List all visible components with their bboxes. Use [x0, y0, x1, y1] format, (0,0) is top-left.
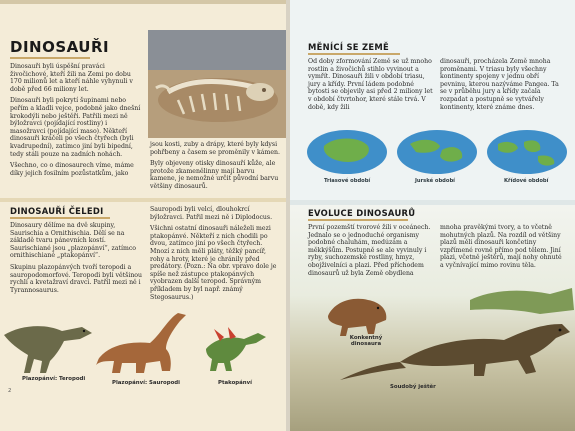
globe-jurassic: [397, 130, 477, 174]
intro-paragraph-2: Dinosauři byli pokrytí šupinami nebo peřím a kladli vejce, podobně jako dnešní krokodýli nebo ještěři. Patřili mezi ně býložravci (pojídající rostliny) i masožravci (pojídající maso). Někteří dinosauři kráčeli po všech čtyřech (byli kvadrupední), zatímco jiní byli bipední, tedy stáli pouze na zadních nohách.: [10, 97, 141, 158]
section-underline: [308, 219, 408, 221]
section-divider: [0, 198, 286, 202]
intro-column: [10, 63, 144, 181]
sauropod-illustration: [96, 313, 186, 373]
title-underline: [10, 57, 90, 59]
caption-sauropod: Plazopánví: Sauropodi: [112, 380, 180, 386]
label-cretaceous: Křídové období: [504, 178, 549, 184]
ornithischian-illustration: [206, 327, 266, 371]
evolution-column-1: První pozemští tvorové žili v oceánech. Jednalo se o jednoduché organismy podobné chaluhám, medúzám a měkkýšům. Postupně se ale vyvinuly i ryby, suchozemské rostliny, hmyz, obojživelníci a plazi. Před příchodem dinosaurů už byla Země obydlena: [308, 224, 431, 277]
earth-column-1: Od doby zformování Země se už mnoho rostlin a živočichů stihlo vyvinout a vymřít. Dinosauři žili v období triasu, jury a křídy. První ládem podobné bytosti se objevily asi před 2 miliony let v období čtvrtohor, které stále trvá. V době, kdy žili: [308, 58, 433, 111]
caption-cynodont: Konkentný dinosaura: [349, 335, 383, 347]
theropod-illustration: [4, 326, 92, 373]
families-paragraph-4: Všichni ostatní dinosauři náleželi mezi ptakopánvé. Někteří z nich chodili po dvou, zatímco jiní po všech čtyřech. Mnozí z nich měli pláty, těžký pancíř, rohy a hroty, které je chránily před predátory. (Pozn.: Na obr. vpravo dole je spíše než zástupce ptakopánvých vyobrazen další teropod. Správným příkladem by byl např. známý Stegosaurus.): [150, 225, 277, 301]
left-page: [0, 0, 286, 431]
intro-column-2: [150, 141, 282, 195]
page-title: DINOSAUŘI: [10, 38, 110, 56]
families-paragraph-3: Sauropodi byli velcí, dlouhokrcí býložravci. Patřil mezi ně i Diplodocus.: [150, 206, 273, 221]
section-underline: [10, 217, 110, 219]
right-page: [290, 0, 575, 431]
intro-paragraph-4: jsou kosti, zuby a drápy, které byly kdysi pohřbeny a časem se proměnily v kámen.: [150, 141, 280, 156]
section-title-changing-earth: MĚNÍCÍ SE ZEMĚ: [308, 42, 390, 52]
globe-cretaceous: [487, 130, 567, 174]
top-band: [0, 0, 286, 4]
fossil-photo: [148, 30, 286, 138]
intro-paragraph-3: Všechno, co o dinosaurech víme, máme díky jejich fosilním pozůstatkům, jako: [10, 162, 134, 177]
label-triassic: Triasové období: [324, 178, 371, 184]
label-jurassic: Jurské období: [415, 178, 455, 184]
families-paragraph-2: Skupinu plazopánvých tvoří teropodi a sauropodomorfové. Teropodi byli většinou rychlí a kvetažraví dravci. Patřil mezi ně i Tyrannosaurus.: [10, 263, 143, 294]
caption-theropod: Plazopánví: Teropodi: [22, 376, 86, 382]
page-number: 2: [8, 388, 12, 394]
lizard-illustration: [340, 324, 570, 380]
cynodont-illustration: [328, 299, 386, 336]
families-column-2: [150, 206, 282, 305]
caption-lizard: Soudobý ještěr: [390, 384, 436, 390]
caption-ornithischian: Ptakopánví: [218, 380, 253, 386]
evolution-column-2: mnoha pravěkými tvory, a to včetně mohutných plazů. Na rozdíl od většiny plazů měli dinosauři končetiny vzpřímené rovně přímo pod tělem. Jiní plazi, včetně ještěrů, mají nohy ohnuté a vyčnívající mimo rovinu těla.: [440, 224, 562, 269]
section-title-families: DINOSAUŘÍ ČELEDI: [10, 206, 104, 216]
families-column-1: [10, 222, 144, 298]
earth-column-2: dinosauři, procházela Země mnoha proměnami. V triasu byly všechny kontinenty spojeny v jednu obří pevninu, kterou nazýváme Pangea. Ta se v průběhu jury a křídy začala rozpadat a postupně se vytvářely kontinenty, které známe dnes.: [440, 58, 559, 111]
fossil-skeleton-image: [148, 30, 286, 138]
families-paragraph-1: Dinosaury dělíme na dvě skupiny, Saurischia a Ornithischia. Dělí se na základě tvaru pánevních kostí. Saurischiané jsou „plazopánví“, zatímco ornithischiané „ptakopánví“.: [10, 222, 137, 260]
continent-globes: [302, 128, 572, 180]
section-title-evolution: EVOLUCE DINOSAURŮ: [308, 208, 416, 218]
intro-paragraph-5: Byly objeveny otisky dinosauří kůže, ale protože zkamenělinny mají barvu kamene, je nemožné určit původní barvu většiny dinosaurů.: [150, 160, 279, 190]
fern-foliage: [470, 288, 574, 314]
globe-triassic: [307, 130, 387, 174]
intro-paragraph-1: Dinosauři byli úspěšní praváci živočichové, kteří žili na Zemi po dobu 170 milionů let a kteří náhle vyhynuli v době před 66 miliony let.: [10, 63, 133, 93]
section-underline: [308, 53, 400, 55]
evolution-illustrations: [290, 280, 575, 390]
